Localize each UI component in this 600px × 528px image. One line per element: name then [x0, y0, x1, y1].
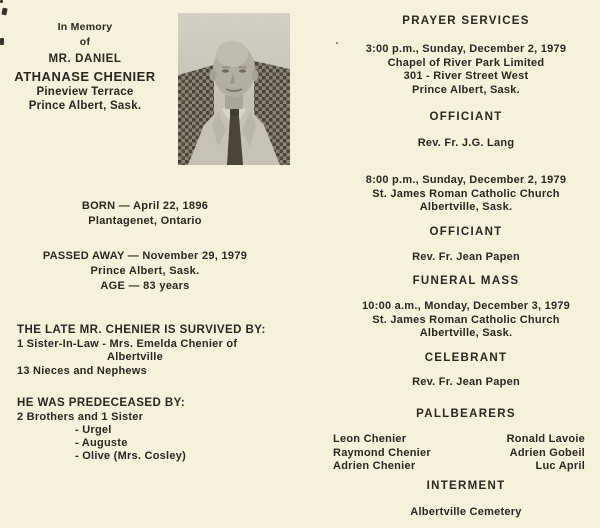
funeral-mass-details [330, 300, 600, 341]
officiant-name: Rev. Fr. Jean Papen [412, 251, 520, 263]
passed-away-section [0, 249, 290, 294]
service-venue: St. James Roman Catholic Church [372, 187, 560, 200]
in-memory-line: In Memory [57, 21, 113, 33]
officiant-name: Rev. Fr. J.G. Lang [417, 137, 515, 149]
predeceased-section [17, 397, 289, 463]
predeceased-heading: HE WAS PREDECEASED BY: [17, 397, 186, 409]
of-line: of [79, 36, 91, 48]
service-address: 301 - River Street West [403, 70, 529, 82]
pallbearer-row [330, 460, 600, 474]
born-date: BORN — April 22, 1896 [81, 200, 209, 212]
service-venue: Chapel of River Park Limited [387, 56, 545, 69]
interment-heading: INTERMENT [426, 480, 506, 492]
scan-speck [0, 38, 4, 45]
funeral-mass-heading: FUNERAL MASS [412, 275, 520, 287]
pallbearer-name: Adrien Chenier [333, 460, 416, 472]
mass-venue: St. James Roman Catholic Church [372, 313, 560, 326]
survived-heading: THE LATE MR. CHENIER IS SURVIVED BY: [17, 324, 266, 336]
scan-speck [0, 0, 3, 3]
predeceased-item: - Olive (Mrs. Cosley) [75, 450, 187, 463]
pallbearer-name: Raymond Chenier [333, 446, 431, 459]
deceased-name-line2: ATHANASE CHENIER [14, 69, 156, 84]
prayer-service-1-details [330, 43, 600, 97]
survived-line: 13 Nieces and Nephews [17, 364, 147, 377]
pallbearer-row [330, 447, 600, 461]
pallbearer-name: Ronald Lavoie [506, 433, 585, 445]
service-datetime: 8:00 p.m., Sunday, December 2, 1979 [365, 174, 567, 186]
officiant-heading: OFFICIANT [429, 111, 503, 123]
survived-by-section [17, 324, 289, 378]
passed-date: PASSED AWAY — November 29, 1979 [42, 250, 248, 262]
mass-city: Albertville, Sask. [419, 327, 513, 339]
service-city: Albertville, Sask. [419, 201, 513, 213]
pallbearer-name: Adrien Gobeil [509, 446, 585, 459]
service-city: Prince Albert, Sask. [412, 83, 520, 96]
service-datetime: 3:00 p.m., Sunday, December 2, 1979 [365, 43, 567, 55]
born-section [0, 199, 290, 229]
pallbearer-name: Leon Chenier [333, 433, 407, 445]
mass-datetime: 10:00 a.m., Monday, December 3, 1979 [361, 300, 571, 312]
predeceased-line: 2 Brothers and 1 Sister [17, 410, 144, 423]
portrait-photo-image [178, 13, 290, 165]
pallbearers-heading: PALLBEARERS [416, 408, 516, 420]
pallbearers-list [330, 433, 600, 474]
prayer-services-heading: PRAYER SERVICES [402, 15, 530, 27]
cemetery-name: Albertville Cemetery [410, 506, 522, 518]
portrait-photo [178, 13, 290, 165]
residence-line1: Pineview Terrace [36, 86, 134, 98]
age-line: AGE — 83 years [100, 280, 190, 292]
survived-line-indented: Albertville [107, 351, 163, 363]
passed-place: Prince Albert, Sask. [90, 265, 200, 277]
pallbearer-row [330, 433, 600, 447]
memorial-header [6, 21, 164, 113]
deceased-name-line1: MR. DANIEL [48, 53, 122, 65]
celebrant-name: Rev. Fr. Jean Papen [412, 376, 520, 388]
scan-speck [1, 8, 7, 16]
predeceased-item: - Auguste [75, 436, 128, 449]
born-place: Plantagenet, Ontario [88, 215, 202, 227]
pallbearer-name: Luc April [535, 460, 585, 472]
prayer-service-2-details [330, 174, 600, 215]
survived-line: 1 Sister-In-Law - Mrs. Emelda Chenier of [17, 337, 238, 350]
officiant-heading: OFFICIANT [429, 226, 503, 238]
residence-line2: Prince Albert, Sask. [28, 100, 142, 112]
predeceased-item: - Urgel [75, 423, 112, 436]
celebrant-heading: CELEBRANT [424, 352, 508, 364]
